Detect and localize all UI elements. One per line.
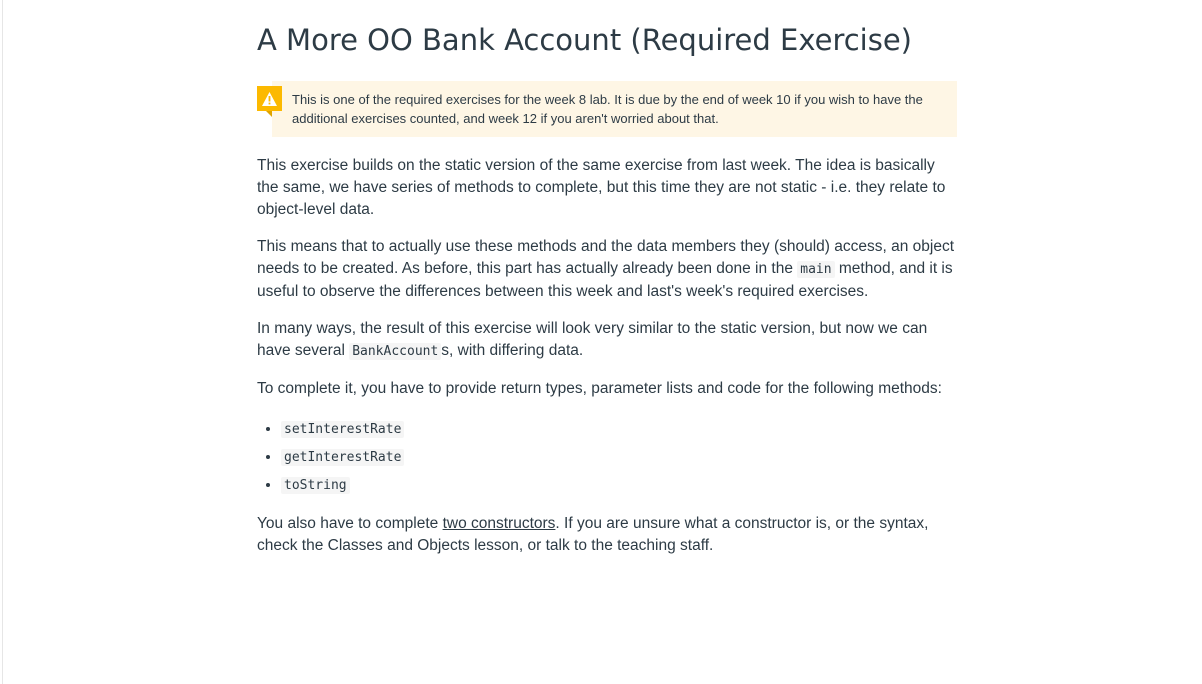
method-list <box>257 415 957 499</box>
object-paragraph <box>257 236 957 303</box>
constructor-paragraph-text-1: You also have to complete <box>257 515 443 532</box>
comparison-paragraph <box>257 318 957 363</box>
warning-callout <box>272 81 957 137</box>
list-item <box>281 443 957 471</box>
comparison-paragraph-text-2: s, with differing data. <box>441 342 584 359</box>
object-paragraph-text-2: method, and it is useful to observe the differences between this week and last's week's required exercises. <box>257 260 953 300</box>
page-content <box>257 0 957 572</box>
list-item <box>281 415 957 443</box>
intro-paragraph: This exercise builds on the static version of the same exercise from last week. The idea is basically the same, we have series of methods to complete, but this time they are not static - i.e. they relate to object-level data. <box>257 157 946 218</box>
code-method: toString <box>281 477 350 494</box>
constructor-paragraph <box>257 513 957 557</box>
constructor-paragraph-text-2: . If you are unsure what a constructor is, or the syntax, check the Classes and Objects lesson, or talk to the teaching staff. <box>257 515 929 554</box>
callout-tail <box>266 111 272 117</box>
object-paragraph-text-1: This means that to actually use these methods and the data members they (should) access, an object needs to be created. As before, this part has actually already been done in the <box>257 238 955 277</box>
callout-text: This is one of the required exercises for the week 8 lab. It is due by the end of week 10 if you wish to have the additional exercises counted, and week 12 if you aren't worried about that. <box>292 92 923 126</box>
code-main: main <box>797 261 834 278</box>
page-title: A More OO Bank Account (Required Exercise) <box>257 23 912 57</box>
warning-icon <box>257 86 282 111</box>
two-constructors-link[interactable]: two constructors <box>442 515 556 532</box>
code-bankaccount: BankAccount <box>349 343 441 360</box>
list-item <box>281 471 957 499</box>
code-method: setInterestRate <box>281 421 404 438</box>
task-paragraph: To complete it, you have to provide return types, parameter lists and code for the following methods: <box>257 380 942 397</box>
left-divider <box>2 0 3 684</box>
comparison-paragraph-text-1: In many ways, the result of this exercise will look very similar to the static version, but now we can have several <box>257 320 928 359</box>
code-method: getInterestRate <box>281 449 404 466</box>
